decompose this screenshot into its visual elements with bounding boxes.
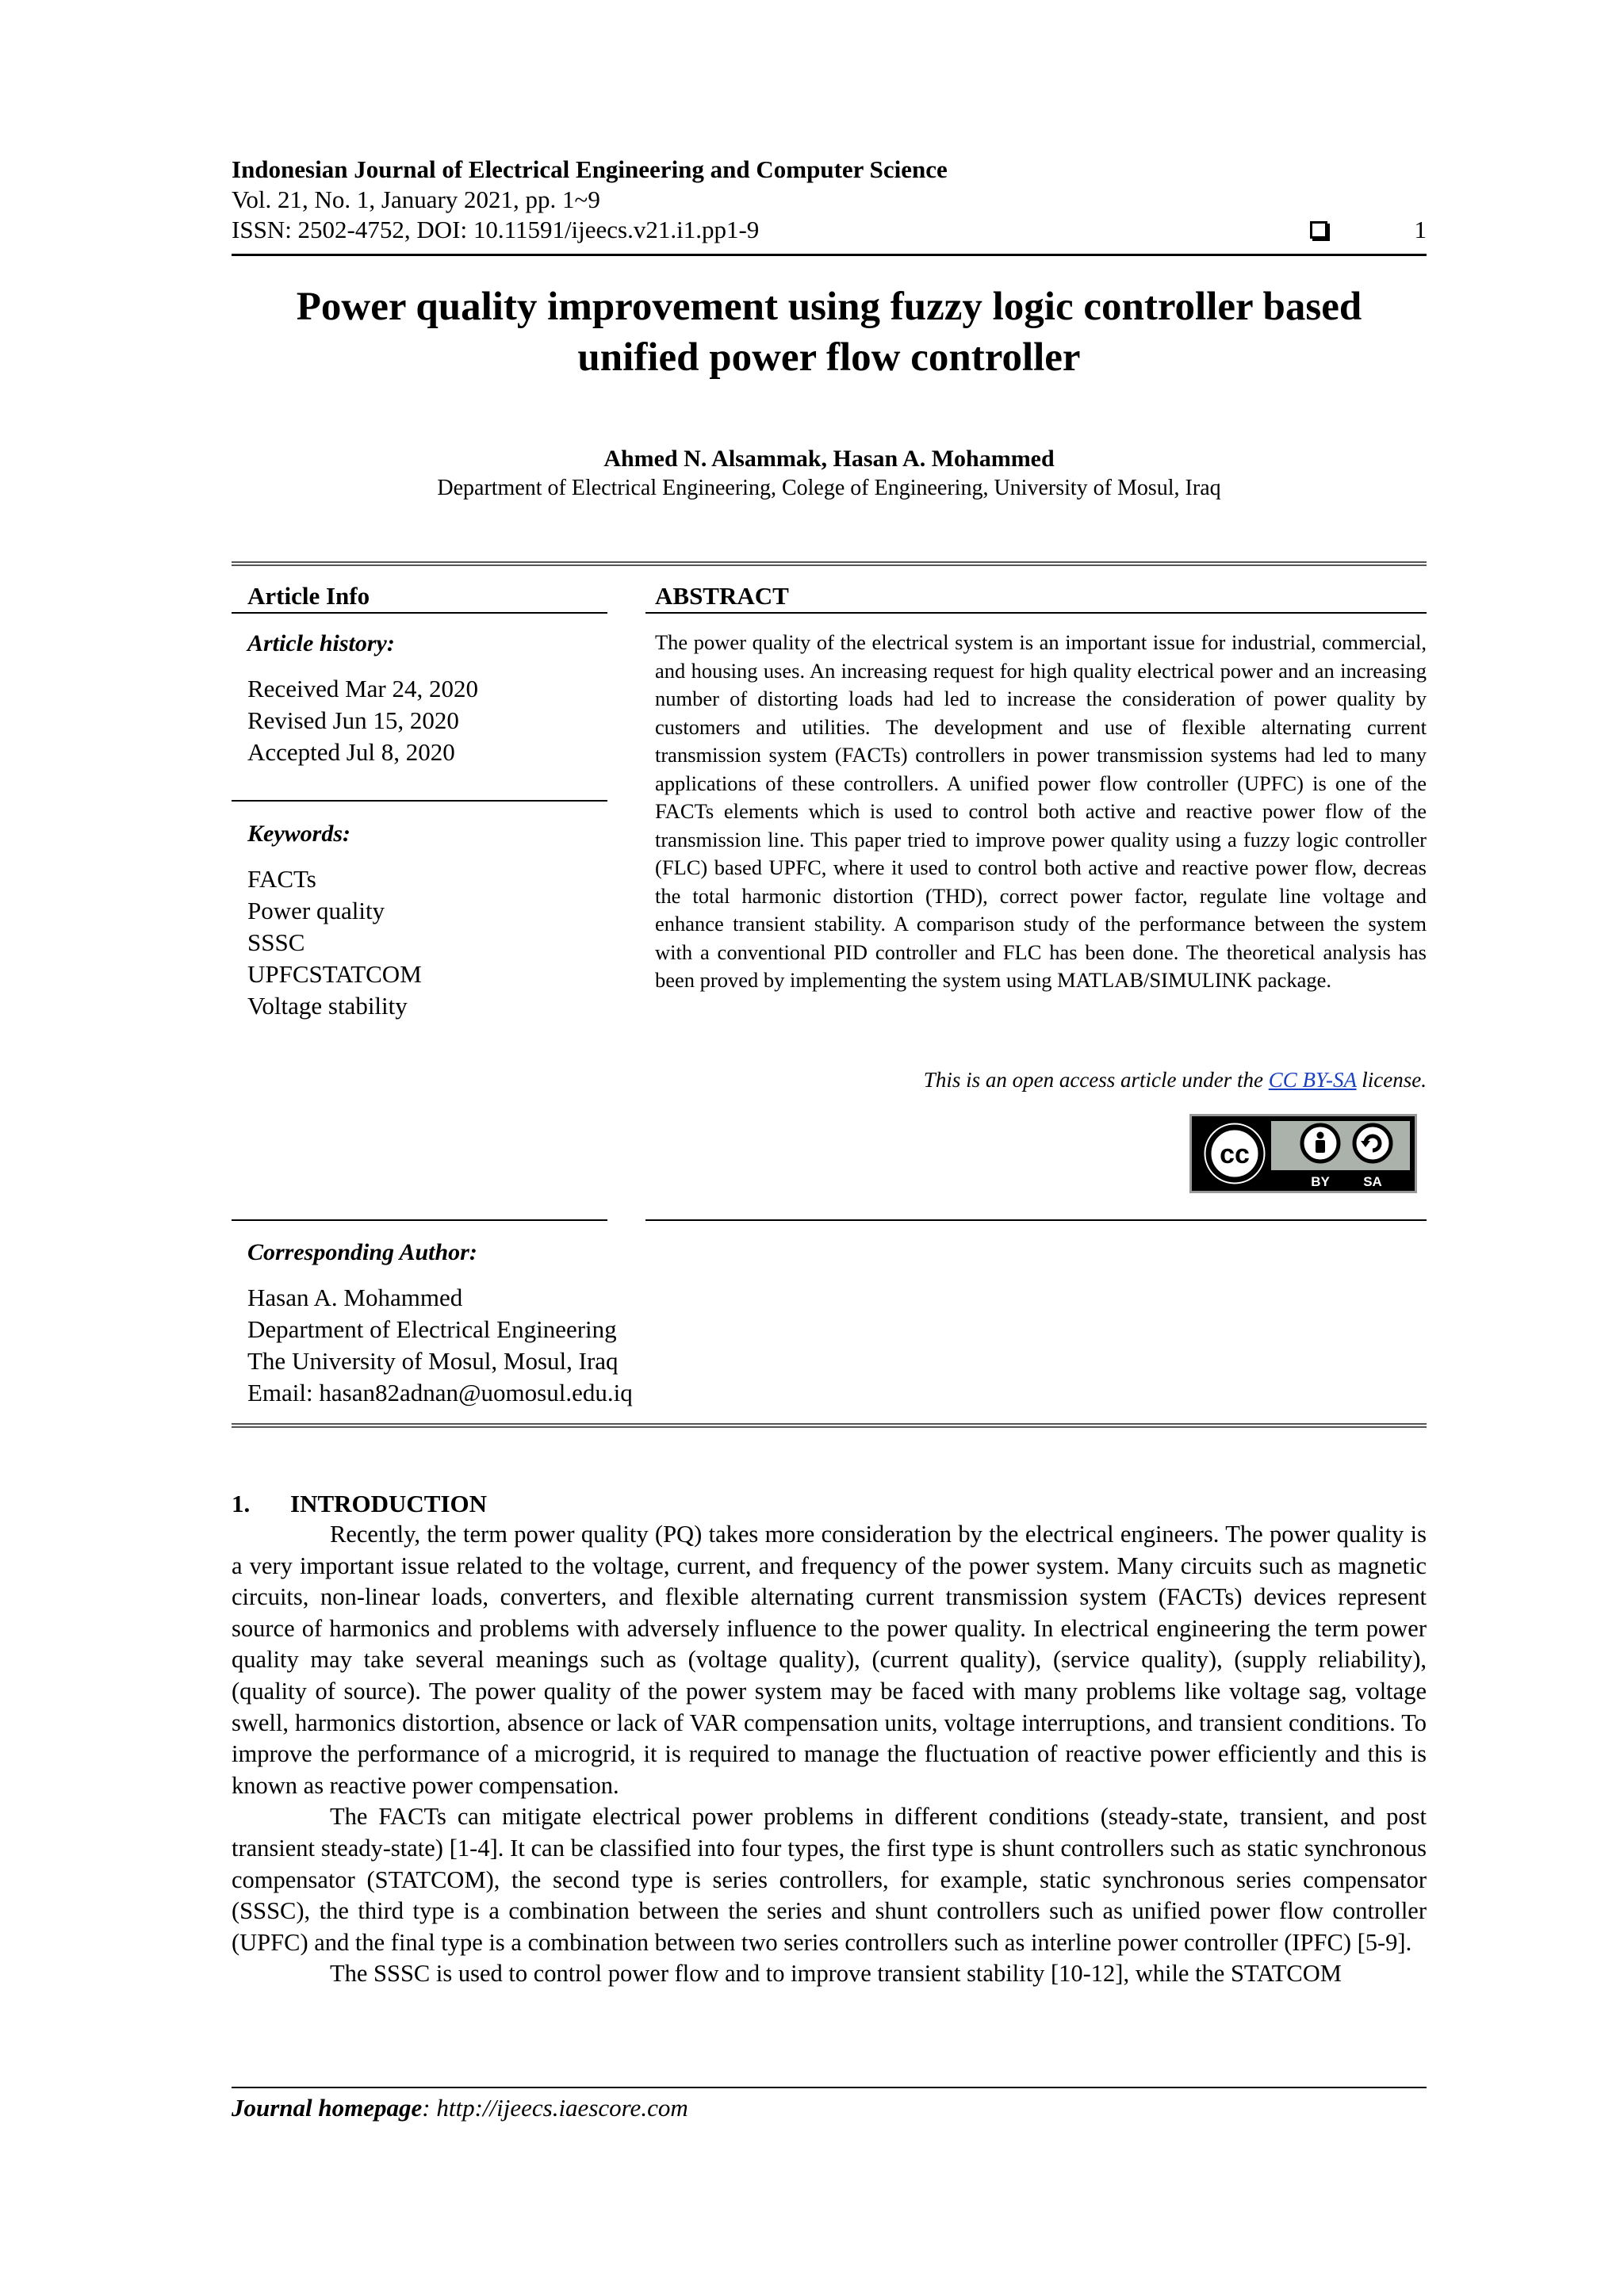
homepage-label: Journal homepage: [232, 2094, 423, 2122]
corresponding-univ: The University of Mosul, Mosul, Iraq: [247, 1347, 619, 1375]
abstract-heading-wrap: [655, 581, 1427, 611]
article-info-rule: [232, 612, 607, 614]
history-rule: [232, 800, 607, 802]
cc-badge-graphic: [1192, 1116, 1415, 1191]
by-label: BY: [1311, 1174, 1330, 1189]
paper-title: Power quality improvement using fuzzy logic controller based unified power flow controller: [296, 285, 1362, 380]
cc-by-sa-badge[interactable]: [1189, 1114, 1417, 1193]
square-bullet-icon: [1310, 221, 1327, 239]
journal-homepage: [232, 2093, 688, 2123]
corresponding-heading: Corresponding Author:: [247, 1239, 477, 1265]
history-heading: Article history:: [247, 630, 395, 656]
introduction-body: [232, 1519, 1427, 1990]
page-number: 1: [1414, 216, 1427, 243]
corresponding-author: [247, 1238, 802, 1409]
corresponding-email[interactable]: Email: hasan82adnan@uomosul.edu.iq: [247, 1379, 633, 1406]
issn-doi: ISSN: 2502-4752, DOI: 10.11591/ijeecs.v21.i1.pp1-9: [232, 216, 760, 243]
article-info-heading: Article Info: [247, 582, 370, 610]
keywords-block: [247, 819, 625, 1022]
paper-page: [232, 0, 1427, 2296]
keywords-heading: Keywords:: [247, 821, 350, 847]
info-box-top-rule: [232, 561, 1427, 566]
footer-rule: [232, 2087, 1427, 2088]
keyword-item: UPFCSTATCOM: [247, 960, 422, 988]
keyword-item: SSSC: [247, 928, 305, 956]
journal-header: [232, 155, 1427, 247]
keyword-item: Power quality: [247, 897, 385, 924]
abstract-body: [655, 629, 1427, 995]
section-heading-introduction: [232, 1489, 487, 1519]
keyword-item: Voltage stability: [247, 992, 408, 1020]
accepted-date: Accepted Jul 8, 2020: [247, 738, 455, 766]
abstract-heading: ABSTRACT: [655, 582, 789, 610]
intro-paragraph-2: The FACTs can mitigate electrical power problems in different conditions (steady-state, transient, and post transient steady-state) [1-4]. It can be classified into four types, the first type is shunt controllers such as static synchronous compensator (STATCOM), the second type is series controllers, for example, static synchronous series compensator (SSSC), the third type is a combination between the series and shunt controllers such as unified power flow controller (UPFC) and the final type is a combination between two series controllers such as interline power controller (IPFC) [5-9].: [232, 1803, 1427, 1956]
keyword-item: FACTs: [247, 865, 316, 893]
section-title: INTRODUCTION: [290, 1490, 488, 1517]
sa-arrow-icon: [1354, 1125, 1391, 1161]
header-rule: [232, 254, 1427, 256]
affiliation: Department of Electrical Engineering, Colege of Engineering, University of Mosul, Iraq: [437, 476, 1221, 500]
corresponding-dept: Department of Electrical Engineering: [247, 1315, 617, 1343]
info-box-bottom-rule: [232, 1423, 1427, 1428]
received-date: Received Mar 24, 2020: [247, 675, 478, 702]
volume-info: Vol. 21, No. 1, January 2021, pp. 1~9: [232, 186, 600, 213]
oa-prefix: This is an open access article under the: [923, 1068, 1269, 1092]
cc-glyph: cc: [1220, 1139, 1250, 1169]
abstract-rule: [645, 612, 1427, 614]
open-access-note: [924, 1066, 1427, 1093]
left-col-bottom-rule: [232, 1219, 607, 1221]
oa-suffix: license.: [1356, 1068, 1427, 1092]
corresponding-name: Hasan A. Mohammed: [247, 1284, 463, 1311]
right-col-bottom-rule: [645, 1219, 1427, 1221]
article-info-heading-wrap: [247, 581, 625, 611]
intro-paragraph-1: Recently, the term power quality (PQ) takes more consideration by the electrical engineers. The power quality is a very important issue related to the voltage, current, and frequency of the power system. Many circuits such as magnetic circuits, non-linear loads, converters, and flexible alternating current transmission system (FACTs) devices represent source of harmonics and problems with adversely influence to the power quality. In electrical engineering the term power quality may take several meanings such as (voltage quality), (current quality), (service quality), (supply reliability), (quality of source). The power quality of the power system may be faced with many problems like voltage sag, voltage swell, harmonics distortion, absence or lack of VAR compensation units, voltage interruptions, and transient conditions. To improve the performance of a microgrid, it is required to manage the fluctuation of reactive power efficiently and this is known as reactive power compensation.: [232, 1521, 1427, 1799]
intro-paragraph-3: The SSSC is used to control power flow and to improve transient stability [10-12], while the STATCOM: [330, 1960, 1342, 1988]
journal-name: Indonesian Journal of Electrical Engineering and Computer Science: [232, 155, 948, 183]
section-number: 1.: [232, 1490, 251, 1517]
article-history: [247, 629, 625, 768]
authors: Ahmed N. Alsammak, Hasan A. Mohammed: [603, 446, 1055, 472]
homepage-url[interactable]: : http://ijeecs.iaescore.com: [422, 2094, 688, 2122]
cc-by-sa-link[interactable]: CC BY-SA: [1268, 1068, 1357, 1092]
abstract-text: The power quality of the electrical system is an important issue for industrial, commercial, and housing uses. An increasing request for high quality electrical power and an increasing number of distorting loads had led to increase the consideration of power quality by customers and utilities. The development and use of flexible alternating current transmission system (FACTs) controllers in power transmission systems had led to many applications of these controllers. A unified power flow controller (UPFC) is one of the FACTs elements which is used to control both active and reactive power flow of the transmission line. This paper tried to improve power quality using a fuzzy logic controller (FLC) based UPFC, where it used to control both active and reactive power flow, decreas the total harmonic distortion (THD), correct power factor, regulate line voltage and enhance transient stability. A comparison study of the performance between the system with a conventional PID controller and FLC has been done. The theoretical analysis has been proved by implementing the system using MATLAB/SIMULINK package.: [655, 630, 1427, 992]
revised-date: Revised Jun 15, 2020: [247, 706, 459, 734]
sa-label: SA: [1363, 1174, 1382, 1189]
